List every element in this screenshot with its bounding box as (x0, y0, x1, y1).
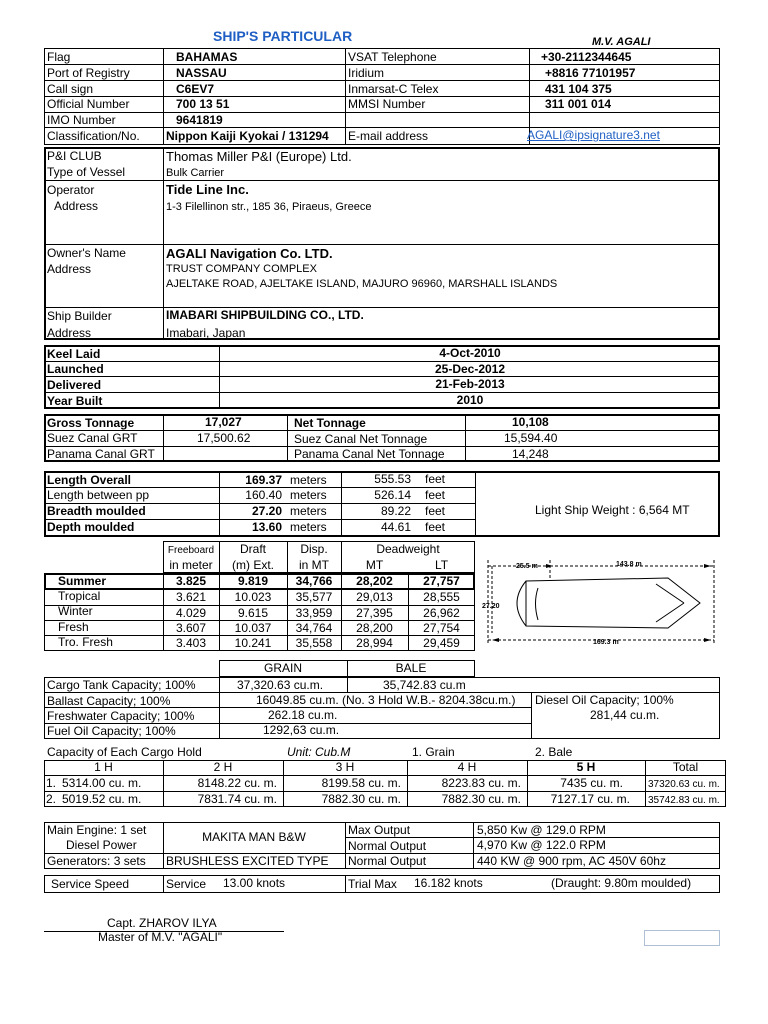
gt-value: 17,027 (205, 415, 242, 429)
load-row-name: Summer (58, 574, 107, 588)
h-freeboard: Freeboard (167, 545, 215, 556)
vsat-label: VSAT Telephone (348, 50, 437, 64)
holds-bale-legend: 2. Bale (535, 745, 573, 759)
panama-nt-label: Panama Canal Net Tonnage (294, 447, 445, 461)
cargo-grain: 37,320.63 cu.m. (237, 678, 324, 692)
hold-header: 2 H (213, 760, 233, 774)
lbp-m-unit: meters (290, 488, 327, 502)
load-row-lt: 27,754 (423, 621, 460, 635)
load-row-disp: 34,766 (295, 574, 333, 588)
load-row-lt: 27,757 (423, 574, 460, 588)
h-inmt: in MT (299, 558, 329, 572)
service-speed-value: 13.00 knots (223, 876, 286, 890)
official-value: 700 13 51 (176, 97, 230, 111)
delivered-label: Delivered (47, 378, 102, 392)
lbp-label: Length between pp (47, 488, 150, 502)
loa-label: Length Overall (47, 473, 132, 487)
depth-m: 13.60 (251, 520, 282, 534)
depth-m-unit: meters (290, 520, 327, 534)
dim-label-c: 27.20 (482, 603, 500, 610)
h-mext: (m) Ext. (232, 558, 274, 572)
diesel-label: Diesel Oil Capacity; 100% (535, 693, 674, 707)
port-label: Port of Registry (47, 66, 130, 80)
builder-value: IMABARI SHIPBUILDING CO., LTD. (166, 308, 364, 322)
generators-label: Generators: 3 sets (47, 854, 146, 868)
lbp-ft: 526.14 (374, 488, 411, 502)
service-label: Service (166, 877, 207, 891)
suez-grt-label: Suez Canal GRT (47, 431, 138, 445)
fuel-label: Fuel Oil Capacity; 100% (47, 724, 176, 738)
bale-header: BALE (395, 661, 427, 675)
delivered-value: 21-Feb-2013 (435, 377, 505, 391)
load-row-mt: 28,202 (356, 574, 393, 588)
owner-address-2: AJELTAKE ROAD, AJELTAKE ISLAND, MAJURO 96960, MARSHALL ISLANDS (166, 278, 558, 290)
imo-label: IMO Number (47, 113, 116, 127)
h-lt: LT (434, 558, 449, 572)
load-row-lt: 26,962 (423, 606, 460, 620)
service-speed-label: Service Speed (51, 877, 130, 891)
holds-title: Capacity of Each Cargo Hold (47, 745, 202, 759)
breadth-ft-unit: feet (425, 504, 446, 518)
owner-label: Owner's Name (47, 246, 126, 260)
launched-value: 25-Dec-2012 (434, 362, 506, 376)
light-ship-weight: Light Ship Weight : 6,564 MT (535, 503, 690, 517)
normal-output-value: 4,970 Kw @ 122.0 RPM (477, 838, 606, 852)
trial-max-label: Trial Max (348, 877, 397, 891)
callsign-label: Call sign (47, 82, 94, 96)
lbp-m: 160.40 (245, 488, 282, 502)
dim-label-b: 143.8 m (616, 561, 642, 568)
load-row-mt: 28,200 (356, 621, 393, 635)
hold-cell: 7882.30 cu. m. (321, 792, 401, 806)
load-row-draft: 9.819 (237, 574, 269, 588)
hold-cell: 7831.74 cu. m. (197, 792, 277, 806)
load-row-mt: 27,395 (356, 606, 393, 620)
mmsi-label: MMSI Number (348, 97, 426, 111)
load-row-fb: 3.825 (175, 574, 207, 588)
panama-grt-label: Panama Canal GRT (47, 447, 155, 461)
panama-nt-value: 14,248 (512, 447, 549, 461)
hold-header: 1 H (94, 760, 113, 774)
hold-header: 3 H (335, 760, 355, 774)
operator-value: Tide Line Inc. (166, 182, 249, 197)
hold-cell: 7127.17 cu. m. (550, 792, 630, 806)
dimension-arrow (704, 564, 711, 568)
load-row-lt: 28,555 (423, 590, 460, 604)
email-link[interactable]: AGALI@ipsignature3.net (527, 128, 660, 142)
operator-label: Operator (47, 183, 95, 197)
built-label: Year Built (47, 394, 103, 408)
trial-max-value: 16.182 knots (414, 876, 483, 890)
grain-header: GRAIN (263, 661, 302, 675)
max-output-value: 5,850 Kw @ 129.0 RPM (477, 823, 606, 837)
page-title: SHIP'S PARTICULAR (213, 28, 353, 44)
iridium-label: Iridium (348, 66, 385, 80)
launched-label: Launched (47, 362, 104, 376)
load-row-draft: 10.023 (234, 590, 272, 604)
class-label: Classification/No. (47, 129, 140, 143)
nt-value: 10,108 (512, 415, 549, 429)
dimension-arrow (492, 638, 499, 642)
load-row-fb: 3.607 (175, 621, 207, 635)
generator-type: BRUSHLESS EXCITED TYPE (166, 854, 329, 868)
load-row-disp: 35,558 (295, 636, 333, 650)
builder-address-label: Address (47, 326, 92, 340)
hold-row-number: 2. (46, 792, 57, 806)
built-value: 2010 (456, 393, 484, 407)
official-label: Official Number (47, 97, 130, 111)
hold-cell: 7435 cu. m. (560, 776, 623, 790)
gen-output-label: Normal Output (348, 854, 427, 868)
vessel-name: M.V. AGALI (592, 36, 651, 48)
op-address-value: 1-3 Filellinon str., 185 36, Piraeus, Greece (166, 201, 372, 213)
h-disp: Disp. (300, 542, 328, 556)
load-row-disp: 34,764 (295, 621, 333, 635)
h-mt: MT (365, 558, 384, 572)
depth-ft: 44.61 (380, 520, 411, 534)
dimension-arrow (704, 638, 711, 642)
port-value: NASSAU (176, 66, 227, 80)
owner-address-label: Address (47, 262, 92, 276)
captain-title: Master of M.V. "AGALI" (98, 930, 223, 944)
dim-label-d: 169.3 m (593, 639, 619, 646)
load-row-fb: 3.403 (175, 636, 207, 650)
hold-cell: 8199.58 cu. m. (321, 776, 401, 790)
class-value: Nippon Kaiji Kyokai / 131294 (166, 129, 329, 143)
pi-value: Thomas Miller P&I (Europe) Ltd. (166, 149, 352, 164)
dim-label-a: 25.5 m (516, 563, 538, 570)
gt-label: Gross Tonnage (47, 416, 135, 430)
holds-grain-legend: 1. Grain (412, 745, 455, 759)
loa-ft: 555.53 (374, 472, 411, 486)
nt-label: Net Tonnage (294, 416, 366, 430)
holds-unit: Unit: Cub.M (287, 745, 351, 759)
op-address-label: Address (54, 199, 99, 213)
fresh-value: 262.18 cu.m. (268, 708, 338, 722)
ballast-label: Ballast Capacity; 100% (47, 694, 171, 708)
pi-label: P&I CLUB (47, 149, 102, 163)
load-row-fb: 4.029 (175, 606, 207, 620)
load-row-draft: 9.615 (237, 606, 269, 620)
captain-name: Capt. ZHAROV ILYA (107, 916, 217, 930)
depth-ft-unit: feet (425, 520, 446, 534)
hold-row-number: 1. (46, 776, 57, 790)
hold-cell: 5314.00 cu. m. (62, 776, 142, 790)
gen-output-value: 440 KW @ 900 rpm, AC 450V 60hz (477, 854, 666, 868)
main-engine-label: Main Engine: 1 set (47, 823, 147, 837)
vsat-value: +30-2112344645 (541, 50, 632, 64)
load-row-name: Winter (58, 604, 93, 618)
flag-value: BAHAMAS (176, 50, 238, 64)
signature-stamp-box (644, 930, 720, 946)
hold-cell: 8148.22 cu. m. (197, 776, 277, 790)
engine-maker: MAKITA MAN B&W (202, 830, 306, 844)
breadth-label: Breadth moulded (47, 504, 146, 518)
diesel-power-label: Diesel Power (66, 838, 137, 852)
callsign-value: C6EV7 (176, 82, 215, 96)
loa-ft-unit: feet (425, 472, 446, 486)
iridium-value: +8816 77101957 (545, 66, 636, 80)
hold-header: 4 H (457, 760, 477, 774)
load-row-name: Fresh (58, 620, 89, 634)
load-row-mt: 29,013 (356, 590, 393, 604)
lbp-ft-unit: feet (425, 488, 446, 502)
load-row-draft: 10.037 (234, 621, 272, 635)
suez-nt-value: 15,594.40 (504, 431, 558, 445)
breadth-ft: 89.22 (380, 504, 411, 518)
draught-note: (Draught: 9.80m moulded) (551, 876, 692, 890)
hold-cell: 5019.52 cu. m. (62, 792, 142, 806)
diesel-value: 281,44 cu.m. (590, 708, 660, 722)
ballast-value: 16049.85 cu.m. (No. 3 Hold W.B.- 8204.38cu.m.) (256, 693, 516, 707)
hold-header: Total (672, 760, 699, 774)
inmarsat-label: Inmarsat-C Telex (348, 82, 439, 96)
load-row-disp: 33,959 (295, 606, 333, 620)
suez-grt-value: 17,500.62 (197, 431, 251, 445)
builder-label: Ship Builder (47, 309, 112, 323)
builder-address-value: Imabari, Japan (166, 326, 246, 340)
owner-value: AGALI Navigation Co. LTD. (166, 246, 333, 261)
load-row-fb: 3.621 (175, 590, 207, 604)
fuel-value: 1292,63 cu.m. (263, 723, 340, 737)
keel-value: 4-Oct-2010 (439, 346, 501, 360)
load-row-mt: 28,994 (356, 636, 393, 650)
max-output-label: Max Output (348, 823, 411, 837)
load-row-lt: 29,459 (423, 636, 460, 650)
cargo-label: Cargo Tank Capacity; 100% (47, 678, 196, 692)
loa-m-unit: meters (290, 473, 327, 487)
hold-cell-total: 35742.83 cu. m. (648, 795, 720, 806)
keel-label: Keel Laid (47, 347, 101, 361)
h-inmeter: in meter (169, 558, 213, 572)
inmarsat-value: 431 104 375 (545, 82, 612, 96)
load-row-draft: 10.241 (234, 636, 272, 650)
h-deadweight: Deadweight (376, 542, 440, 556)
type-label: Type of Vessel (47, 165, 126, 179)
imo-value: 9641819 (176, 113, 223, 127)
hold-cell: 8223.83 cu. m. (441, 776, 521, 790)
load-row-disp: 35,577 (295, 590, 333, 604)
normal-output-label: Normal Output (348, 839, 427, 853)
email-label: E-mail address (348, 129, 429, 143)
loa-m: 169.37 (245, 473, 282, 487)
breadth-m: 27.20 (251, 504, 282, 518)
depth-label: Depth moulded (47, 520, 135, 534)
suez-nt-label: Suez Canal Net Tonnage (294, 432, 428, 446)
hold-header: 5 H (576, 760, 596, 774)
flag-label: Flag (47, 50, 71, 64)
hold-cell: 7882.30 cu. m. (441, 792, 521, 806)
type-value: Bulk Carrier (166, 167, 225, 179)
breadth-m-unit: meters (290, 504, 327, 518)
mmsi-value: 311 001 014 (545, 97, 612, 111)
cargo-bale: 35,742.83 cu.m (383, 678, 466, 692)
load-row-name: Tro. Fresh (58, 635, 113, 649)
hold-cell-total: 37320.63 cu. m. (648, 779, 720, 790)
load-row-name: Tropical (58, 589, 101, 603)
h-draft: Draft (239, 542, 266, 556)
ship-outline-diagram (478, 548, 724, 652)
owner-address-1: TRUST COMPANY COMPLEX (166, 263, 317, 275)
fresh-label: Freshwater Capacity; 100% (47, 709, 195, 723)
